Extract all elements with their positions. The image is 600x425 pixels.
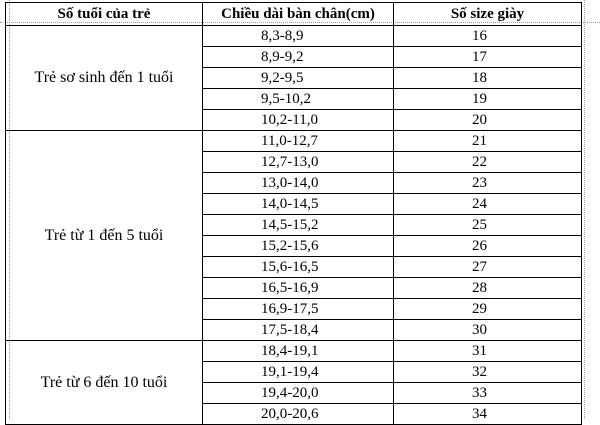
shoe-size-cell: 16 <box>394 26 582 47</box>
foot-length-cell: 17,5-18,4 <box>203 320 394 341</box>
table-row <box>6 131 582 152</box>
shoe-size-cell: 20 <box>394 110 582 131</box>
shoe-size-cell: 21 <box>394 131 582 152</box>
header-age: Số tuổi của trẻ <box>6 3 203 26</box>
shoe-size-cell: 31 <box>394 341 582 362</box>
age-group-cell: Trẻ từ 6 đến 10 tuổi <box>6 341 203 425</box>
foot-length-cell: 9,2-9,5 <box>203 68 394 89</box>
foot-length-cell: 19,1-19,4 <box>203 362 394 383</box>
header-row <box>6 3 582 26</box>
header-shoe-size: Số size giày <box>394 3 582 26</box>
shoe-size-cell: 25 <box>394 215 582 236</box>
foot-length-cell: 12,7-13,0 <box>203 152 394 173</box>
foot-length-cell: 8,9-9,2 <box>203 47 394 68</box>
shoe-size-cell: 30 <box>394 320 582 341</box>
shoe-size-cell: 28 <box>394 278 582 299</box>
foot-length-cell: 20,0-20,6 <box>203 404 394 425</box>
shoe-size-cell: 19 <box>394 89 582 110</box>
foot-length-cell: 13,0-14,0 <box>203 173 394 194</box>
shoe-size-cell: 34 <box>394 404 582 425</box>
foot-length-cell: 15,2-15,6 <box>203 236 394 257</box>
shoe-size-cell: 22 <box>394 152 582 173</box>
foot-length-cell: 15,6-16,5 <box>203 257 394 278</box>
foot-length-cell: 14,5-15,2 <box>203 215 394 236</box>
header-foot-length: Chiều dài bàn chân(cm) <box>203 3 394 26</box>
foot-length-cell: 16,9-17,5 <box>203 299 394 320</box>
foot-length-cell: 18,4-19,1 <box>203 341 394 362</box>
shoe-size-table <box>5 2 582 425</box>
shoe-size-cell: 24 <box>394 194 582 215</box>
shoe-size-cell: 23 <box>394 173 582 194</box>
foot-length-cell: 14,0-14,5 <box>203 194 394 215</box>
foot-length-cell: 16,5-16,9 <box>203 278 394 299</box>
shoe-size-cell: 17 <box>394 47 582 68</box>
age-group-cell: Trẻ từ 1 đến 5 tuổi <box>6 131 203 341</box>
foot-length-cell: 9,5-10,2 <box>203 89 394 110</box>
shoe-size-cell: 32 <box>394 362 582 383</box>
foot-length-cell: 19,4-20,0 <box>203 383 394 404</box>
shoe-size-cell: 33 <box>394 383 582 404</box>
shoe-size-cell: 27 <box>394 257 582 278</box>
age-group-cell: Trẻ sơ sinh đến 1 tuổi <box>6 26 203 131</box>
table-row <box>6 26 582 47</box>
foot-length-cell: 8,3-8,9 <box>203 26 394 47</box>
shoe-size-cell: 29 <box>394 299 582 320</box>
page-guide-right <box>584 0 585 419</box>
foot-length-cell: 10,2-11,0 <box>203 110 394 131</box>
table-row <box>6 341 582 362</box>
foot-length-cell: 11,0-12,7 <box>203 131 394 152</box>
shoe-size-cell: 18 <box>394 68 582 89</box>
shoe-size-cell: 26 <box>394 236 582 257</box>
table-body <box>6 26 582 425</box>
